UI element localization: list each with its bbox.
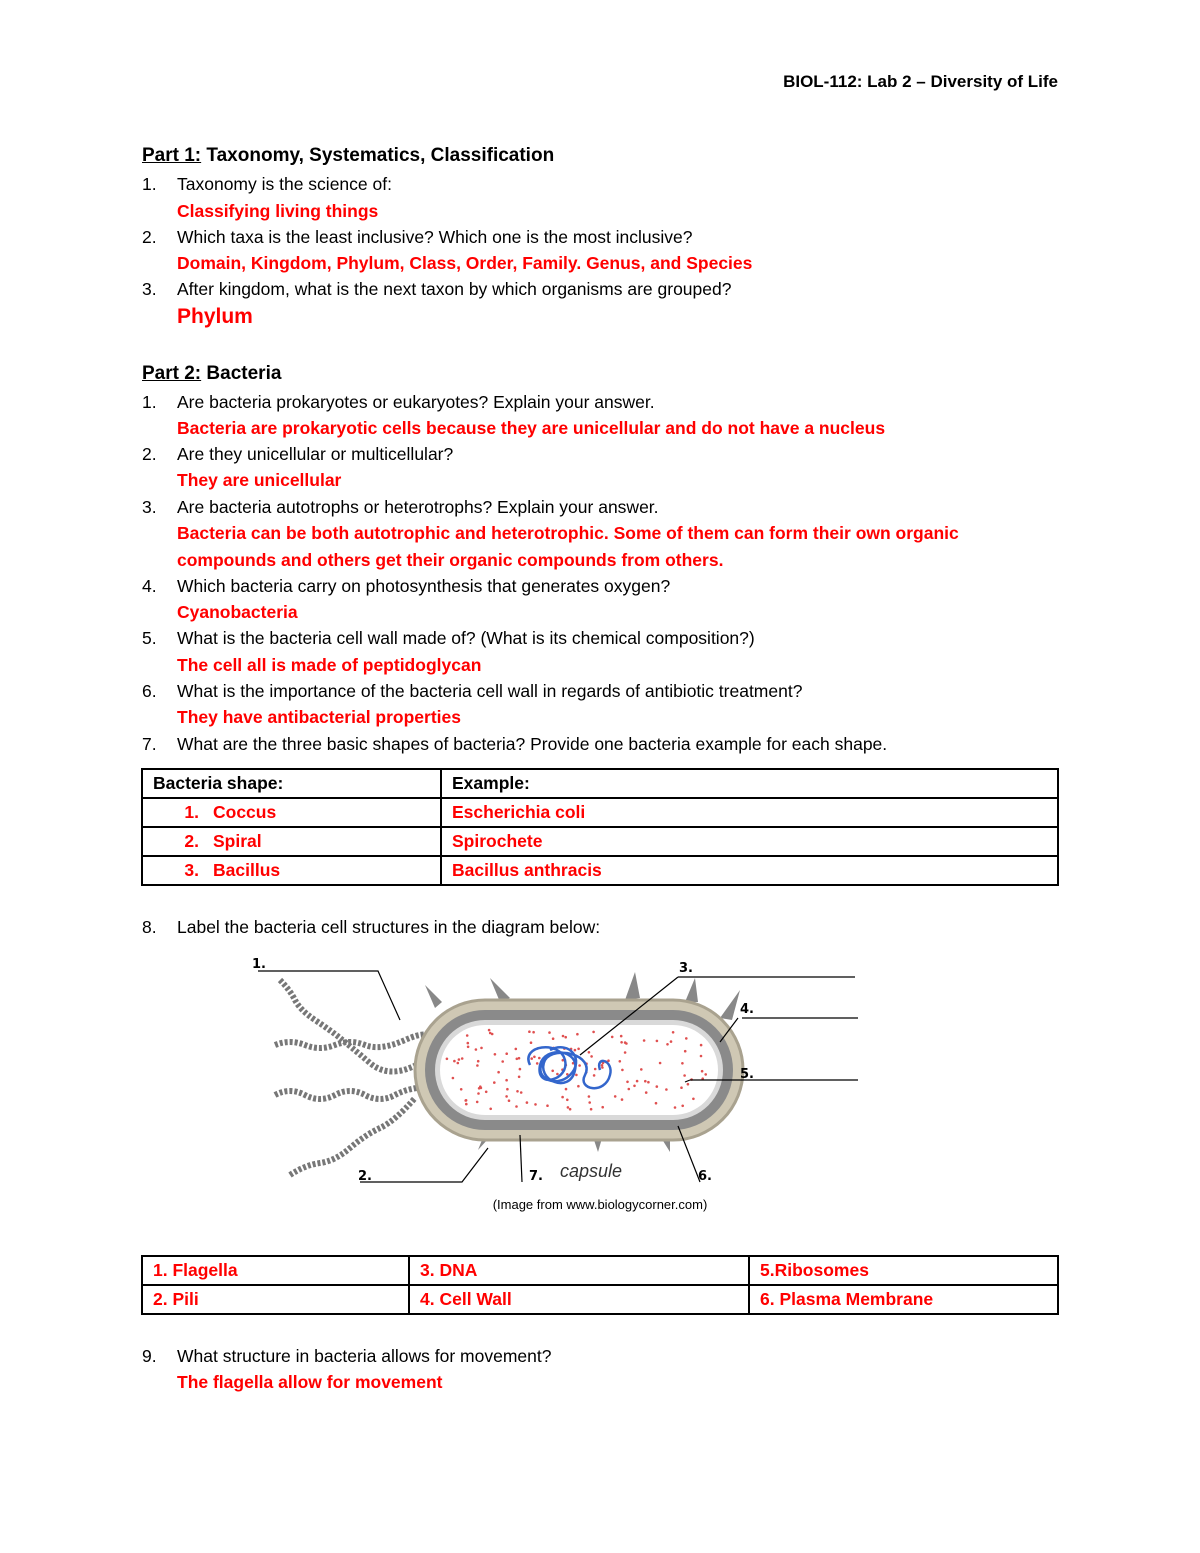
ribosome-dot	[590, 1055, 593, 1058]
answer: Domain, Kingdom, Phylum, Class, Order, Family. Genus, and Species	[177, 253, 753, 273]
ribosome-dot	[477, 1060, 480, 1063]
ribosome-dot	[467, 1046, 470, 1049]
table-row	[142, 1256, 1058, 1285]
ribosome-dot	[621, 1098, 624, 1101]
table-cell: 1. Flagella	[142, 1256, 409, 1285]
diagram-label-2: 2.	[358, 1169, 372, 1184]
ribosome-dot	[574, 1049, 577, 1052]
ribosome-dot	[633, 1085, 636, 1088]
ribosome-dot	[494, 1053, 497, 1056]
ribosome-dot	[628, 1088, 631, 1091]
ribosome-dot	[561, 1096, 564, 1099]
ribosome-dot	[475, 1048, 478, 1051]
bacteria-shapes-table	[141, 768, 1059, 886]
ribosome-dot	[701, 1070, 704, 1073]
ribosome-dot	[505, 1052, 508, 1055]
ribosome-dot	[467, 1042, 470, 1045]
ribosome-dot	[670, 1040, 673, 1043]
ribosome-dot	[528, 1030, 531, 1033]
table-cell: 6. Plasma Membrane	[749, 1285, 1058, 1314]
page-header: BIOL-112: Lab 2 – Diversity of Life	[783, 72, 1058, 91]
ribosome-dot	[466, 1034, 469, 1037]
answer: They are unicellular	[177, 470, 342, 490]
table-cell: 5.Ribosomes	[749, 1256, 1058, 1285]
ribosome-dot	[578, 1064, 581, 1067]
ribosome-dot	[687, 1083, 690, 1086]
ribosome-dot	[601, 1066, 604, 1069]
question: 6. What is the importance of the bacteria cell wall in regards of antibiotic treatment?	[142, 681, 803, 701]
ribosome-dot	[505, 1079, 508, 1082]
question: 4. Which bacteria carry on photosynthesis that generates oxygen?	[142, 576, 671, 596]
part2-label: Part 2:	[142, 363, 202, 384]
question: 3. After kingdom, what is the next taxon by which organisms are grouped?	[142, 279, 732, 299]
ribosome-dot	[577, 1085, 580, 1088]
ribosome-dot	[526, 1101, 529, 1104]
table-cell: 3. DNA	[409, 1256, 749, 1285]
answer: Bacteria can be both autotrophic and heterotrophic. Some of them can form their own organic	[177, 523, 959, 543]
ribosome-dot	[497, 1071, 500, 1074]
ribosome-dot	[508, 1099, 511, 1102]
table-row	[142, 769, 1058, 798]
answer: Bacteria are prokaryotic cells because they are unicellular and do not have a nucleus	[177, 418, 886, 438]
ribosome-dot	[460, 1088, 463, 1091]
ribosome-dot	[625, 1042, 628, 1045]
table-header: Bacteria shape:	[142, 769, 441, 798]
question: 1. Taxonomy is the science of:	[142, 174, 392, 194]
question: 5. What is the bacteria cell wall made of? (What is its chemical composition?)	[142, 628, 755, 648]
ribosome-dot	[680, 1086, 683, 1089]
diagram-label-4: 4.	[740, 1002, 754, 1017]
ribosome-dot	[601, 1106, 604, 1109]
ribosome-dot	[700, 1044, 703, 1047]
ribosome-dot	[515, 1048, 518, 1051]
ribosome-dot	[493, 1081, 496, 1084]
ribosome-dot	[666, 1043, 669, 1046]
answer: The cell all is made of peptidoglycan	[177, 655, 482, 675]
image-caption: (Image from www.biologycorner.com)	[492, 1197, 708, 1212]
ribosome-dot	[672, 1031, 675, 1034]
diagram-label-7: 7.	[529, 1169, 543, 1184]
diagram-label-6: 6.	[698, 1169, 712, 1184]
ribosome-dot	[575, 1074, 578, 1077]
answer: compounds and others get their organic compounds from others.	[177, 550, 724, 570]
ribosome-dot	[533, 1056, 536, 1059]
table-cell: Bacillus anthracis	[441, 856, 1058, 885]
ribosome-dot	[536, 1062, 539, 1065]
ribosome-dot	[488, 1029, 491, 1032]
table-row	[142, 856, 1058, 885]
ribosome-dot	[576, 1033, 579, 1036]
table-row	[142, 798, 1058, 827]
question: 7. What are the three basic shapes of bacteria? Provide one bacteria example for each shape.	[142, 734, 888, 754]
ribosome-dot	[640, 1068, 643, 1071]
ribosome-dot	[681, 1105, 684, 1108]
ribosome-dot	[562, 1035, 565, 1038]
ribosome-dot	[700, 1055, 703, 1058]
ribosome-dot	[665, 1088, 668, 1091]
ribosome-dot	[685, 1037, 688, 1040]
answer: They have antibacterial properties	[177, 707, 461, 727]
ribosome-dot	[516, 1090, 519, 1093]
ribosome-dot	[593, 1074, 596, 1077]
ribosome-dot	[516, 1058, 519, 1061]
question: 3. Are bacteria autotrophs or heterotrophs? Explain your answer.	[142, 497, 659, 517]
ribosome-dot	[457, 1062, 460, 1065]
ribosome-dot	[588, 1095, 591, 1098]
ribosome-dot	[476, 1064, 479, 1067]
ribosome-dot	[655, 1102, 658, 1105]
ribosome-dot	[659, 1062, 662, 1065]
ribosome-dot	[530, 1041, 533, 1044]
ribosome-dot	[453, 1060, 456, 1063]
ribosome-dot	[530, 1057, 533, 1060]
ribosome-dot	[461, 1057, 464, 1060]
ribosome-dot	[477, 1092, 480, 1095]
diagram-label-1: 1.	[252, 957, 266, 972]
part1-heading: Taxonomy, Systematics, Classification	[201, 145, 555, 166]
ribosome-dot	[519, 1068, 522, 1071]
ribosome-dot	[520, 1091, 523, 1094]
ribosome-dot	[505, 1095, 508, 1098]
table-header: Example:	[441, 769, 1058, 798]
answer: The flagella allow for movement	[177, 1372, 443, 1392]
ribosome-dot	[465, 1103, 468, 1106]
ribosome-dot	[683, 1074, 686, 1077]
ribosome-dot	[534, 1103, 537, 1106]
part2-title	[142, 363, 281, 385]
part1-title	[142, 145, 554, 167]
ribosome-dot	[485, 1091, 488, 1094]
ribosome-dot	[656, 1085, 659, 1088]
ribosome-dot	[564, 1036, 567, 1039]
answer: Classifying living things	[177, 201, 379, 221]
ribosome-dot	[645, 1091, 648, 1094]
ribosome-dot	[518, 1057, 521, 1060]
cytoplasm	[440, 1025, 718, 1115]
ribosome-dot	[624, 1051, 627, 1054]
table-cell: 1. Coccus	[142, 798, 441, 827]
diagram-label-5: 5.	[740, 1067, 754, 1082]
question: 8. Label the bacteria cell structures in the diagram below:	[142, 917, 601, 937]
ribosome-dot	[590, 1108, 593, 1111]
ribosome-dot	[588, 1051, 591, 1054]
ribosome-dot	[569, 1108, 572, 1111]
table-cell: Spirochete	[441, 827, 1058, 856]
ribosome-dot	[489, 1032, 492, 1035]
ribosome-dot	[489, 1108, 492, 1111]
ribosome-dot	[479, 1085, 482, 1088]
question: 2. Which taxa is the least inclusive? Which one is the most inclusive?	[142, 227, 693, 247]
part1-label: Part 1:	[142, 145, 202, 166]
table-cell: 3. Bacillus	[142, 856, 441, 885]
ribosome-dot	[551, 1070, 554, 1073]
ribosome-dot	[614, 1095, 617, 1098]
ribosome-dot	[626, 1081, 629, 1084]
ribosome-dot	[566, 1099, 569, 1102]
ribosome-dot	[601, 1064, 604, 1067]
table-cell: 4. Cell Wall	[409, 1285, 749, 1314]
ribosome-dot	[532, 1031, 535, 1034]
ribosome-dot	[556, 1073, 559, 1076]
ribosome-dot	[506, 1088, 509, 1091]
ribosome-dot	[692, 1098, 695, 1101]
table-cell: 2. Spiral	[142, 827, 441, 856]
ribosome-dot	[592, 1031, 595, 1034]
ribosome-dot	[636, 1080, 639, 1083]
ribosome-dot	[704, 1073, 707, 1076]
ribosome-dot	[611, 1036, 614, 1039]
ribosome-dot	[577, 1048, 580, 1051]
table-row	[142, 1285, 1058, 1314]
ribosome-dot	[538, 1057, 541, 1060]
ribosome-dot	[546, 1104, 549, 1107]
table-cell: 2. Pili	[142, 1285, 409, 1314]
table-row	[142, 827, 1058, 856]
ribosome-dot	[681, 1062, 684, 1065]
ribosome-dot	[548, 1031, 551, 1034]
capsule-label: capsule	[560, 1161, 623, 1181]
ribosome-dot	[565, 1088, 568, 1091]
table-cell: Escherichia coli	[441, 798, 1058, 827]
structure-labels-table	[141, 1255, 1059, 1315]
ribosome-dot	[476, 1101, 479, 1104]
ribosome-dot	[515, 1105, 518, 1108]
ribosome-dot	[674, 1106, 677, 1109]
question: 1. Are bacteria prokaryotes or eukaryotes? Explain your answer.	[142, 392, 655, 412]
ribosome-dot	[588, 1101, 591, 1104]
ribosome-dot	[684, 1050, 687, 1053]
ribosome-dot	[552, 1037, 555, 1040]
answer: Cyanobacteria	[177, 602, 298, 622]
ribosome-dot	[656, 1040, 659, 1043]
ribosome-dot	[643, 1039, 646, 1042]
diagram-label-3: 3.	[679, 961, 693, 976]
ribosome-dot	[480, 1047, 483, 1050]
ribosome-dot	[446, 1058, 449, 1061]
ribosome-dot	[619, 1060, 622, 1063]
ribosome-dot	[620, 1035, 623, 1038]
question: 2. Are they unicellular or multicellular?	[142, 444, 454, 464]
part2-heading: Bacteria	[201, 363, 282, 384]
question: 9. What structure in bacteria allows for movement?	[142, 1346, 552, 1366]
ribosome-dot	[464, 1099, 467, 1102]
ribosome-dot	[458, 1058, 461, 1061]
ribosome-dot	[501, 1060, 504, 1063]
ribosome-dot	[644, 1080, 647, 1083]
ribosome-dot	[620, 1041, 623, 1044]
ribosome-dot	[567, 1106, 570, 1109]
bacteria-cell-diagram	[230, 950, 870, 1190]
ribosome-dot	[647, 1081, 650, 1084]
ribosome-dot	[518, 1076, 521, 1079]
answer: Phylum	[177, 305, 253, 328]
ribosome-dot	[594, 1068, 597, 1071]
ribosome-dot	[452, 1077, 455, 1080]
ribosome-dot	[621, 1069, 624, 1072]
flagella	[275, 980, 430, 1175]
